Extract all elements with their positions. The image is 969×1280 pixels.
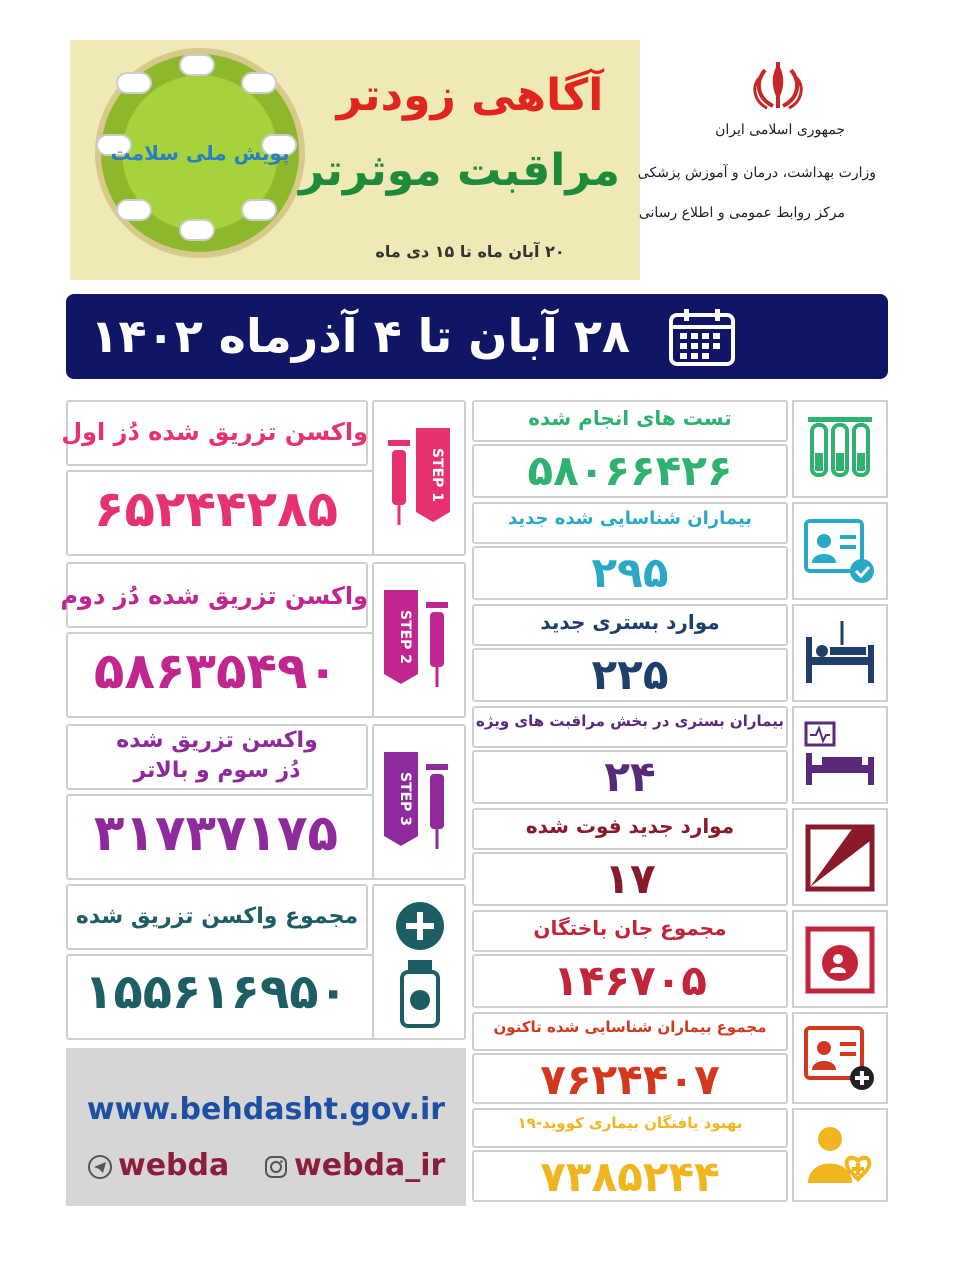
vaccine-dose3-label-line2: دُز سوم و بالاتر <box>133 758 301 783</box>
stat-label: موارد جدید فوت شده <box>525 814 735 838</box>
telegram-handle[interactable]: webda <box>118 1148 230 1183</box>
telegram-icon <box>88 1155 112 1179</box>
calendar-icon <box>668 307 736 367</box>
patient-card-check-icon <box>802 515 878 587</box>
mourning-ribbon-icon <box>802 821 878 893</box>
vaccine-dose1-label: واکسن تزریق شده دُز اول <box>61 418 368 446</box>
slogan-line-1: آگاهی زودتر <box>336 70 604 121</box>
stat-label: مجموع بیماران شناسایی شده تاکنون <box>493 1018 767 1036</box>
slogan-line-2: مراقبت موثرتر <box>299 145 620 196</box>
syringe-step3-icon <box>378 744 458 854</box>
step2-text: STEP 2 <box>397 609 413 665</box>
stat-label: موارد بستری جدید <box>540 610 720 634</box>
stat-value: ۷۶۲۴۴۰۷ <box>540 1055 720 1104</box>
patient-card-plus-icon <box>802 1022 878 1094</box>
stat-value: ۷۳۸۵۲۴۴ <box>540 1152 720 1201</box>
stat-value: ۱۴۶۷۰۵ <box>553 956 707 1005</box>
person-frame-icon <box>802 923 878 995</box>
stat-label: مجموع جان باختگان <box>533 916 727 940</box>
campaign-emblem <box>95 48 305 258</box>
ministry-line-2: وزارت بهداشت، درمان و آموزش پزشکی <box>637 165 876 181</box>
vaccine-total-value: ۱۵۵۶۱۶۹۵۰ <box>84 964 348 1020</box>
vaccine-dose3-value: ۳۱۷۳۷۱۷۵ <box>93 804 339 862</box>
emblem-text: پویش ملی سلامت <box>110 141 290 165</box>
stat-value: ۲۲۵ <box>591 650 669 699</box>
stat-value: ۲۹۵ <box>591 548 669 597</box>
instagram-handle[interactable]: webda_ir <box>294 1148 446 1183</box>
syringe-step1-icon <box>378 420 458 530</box>
stat-value: ۱۷ <box>604 854 656 903</box>
ministry-line-3: مرکز روابط عمومی و اطلاع رسانی <box>638 205 845 221</box>
vaccine-dose1-value: ۶۵۲۴۴۲۸۵ <box>93 480 339 538</box>
vaccine-total-label: مجموع واکسن تزریق شده <box>75 904 359 929</box>
stat-label: بیماران بستری در بخش مراقبت های ویژه <box>476 712 784 730</box>
vaccine-dose2-value: ۵۸۶۳۵۴۹۰ <box>93 642 339 700</box>
stat-label: بهبود یافتگان بیماری کووید-۱۹ <box>517 1114 743 1132</box>
campaign-dates: ۲۰ آبان ماه تا ۱۵ دی ماه <box>375 242 565 261</box>
icu-bed-icon <box>802 719 878 791</box>
hospital-bed-icon <box>802 617 878 689</box>
stat-value: ۵۸۰۶۶۴۲۶ <box>527 446 733 495</box>
instagram-icon <box>264 1155 288 1179</box>
vaccine-vial-icon <box>392 900 448 1030</box>
iran-emblem-icon <box>747 60 809 112</box>
step3-text: STEP 3 <box>397 771 413 827</box>
stat-label: تست های انجام شده <box>528 406 732 430</box>
syringe-step2-icon <box>378 582 458 692</box>
report-date-range: ۲۸ آبان تا ۴ آذرماه ۱۴۰۲ <box>90 309 630 363</box>
step1-text: STEP 1 <box>429 447 445 503</box>
stat-value: ۲۴ <box>604 752 656 801</box>
ministry-line-1: جمهوری اسلامی ایران <box>715 122 845 138</box>
website-link[interactable]: www.behdasht.gov.ir <box>86 1092 446 1127</box>
vaccine-dose2-label: واکسن تزریق شده دُز دوم <box>60 582 368 610</box>
test-tubes-icon <box>802 413 878 485</box>
stat-label: بیماران شناسایی شده جدید <box>507 508 753 529</box>
recovered-person-icon <box>802 1119 878 1191</box>
vaccine-dose3-label-line1: واکسن تزریق شده <box>116 728 318 753</box>
